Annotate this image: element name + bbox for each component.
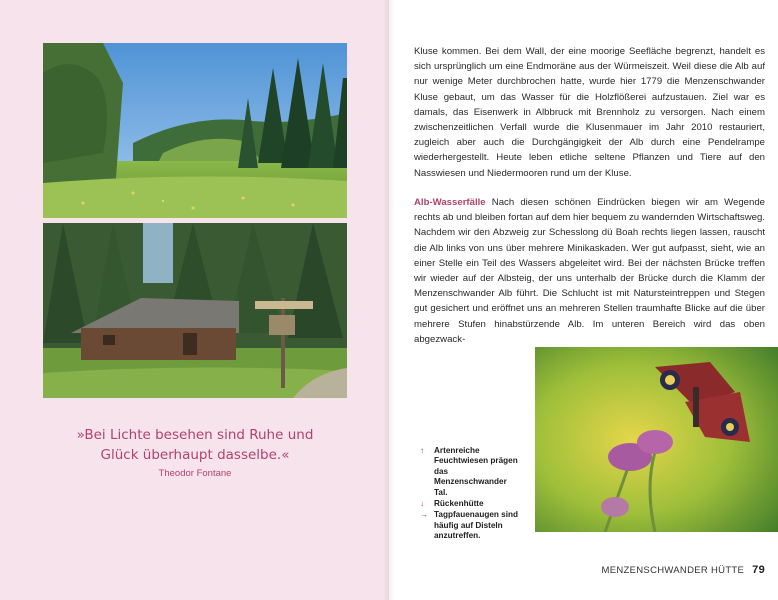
- quote: »Bei Lichte besehen sind Ruhe und Glück überhaupt dasselbe.«: [76, 427, 314, 463]
- meadow-photo: [43, 43, 347, 218]
- caption-text: Rückenhütte: [434, 499, 484, 509]
- body-paragraph-2: [414, 195, 765, 347]
- arrow-down-icon: ↓: [420, 499, 425, 509]
- butterfly-photo: [535, 347, 778, 532]
- caption-text: Tagpfauenaugen sind häufig auf Disteln anzutreffen.: [434, 510, 519, 541]
- caption-item: [420, 446, 520, 498]
- arrow-up-icon: ↑: [420, 446, 425, 455]
- paragraph-container: [414, 195, 765, 347]
- caption-text: Artenreiche Feuchtwiesen prägen das Menzenschwander Tal.: [434, 446, 518, 497]
- page-footer: [560, 564, 765, 576]
- paragraph-text: Nach diesen schönen Eindrücken biegen wir am Wegende rechts ab und bleiben fortan auf dem hier bequem zu wandernden Wirtschaftsweg. Nachdem wir den Abzweig zur Schesslong dü Boah rechts liegen lassen, rauscht die Alb links von uns über mehrere Minikaskaden. Wer gut aufpasst, sieht, wie an einer Stelle ein Teil des Wassers abgeleitet wird. Bei der nächsten Brücke treffen wir wieder auf der Albsteig, der uns unterhalb der Brücke durch die Klamm der Menzenschwander Alb führt. Die Schlucht ist mit Natursteintreppen und Stegen gut gesichert und eröffnet uns an mehreren Stellen traumhafte Blicke auf die über mehrere Stufen hinabstürzende Alb. Im unteren Bereich wird das oben abgezwack-: [414, 197, 765, 345]
- hut-photo: [43, 223, 347, 398]
- quote-author: Theodor Fontane: [158, 468, 232, 479]
- page-number: 79: [752, 564, 765, 576]
- paragraph-text: Kluse kommen. Bei dem Wall, der eine moorige Seefläche begrenzt, handelt es sich ursprünglich um eine Endmoräne aus der Würmeiszeit. Weil diese die Alb auf nur wenige Meter durchbrochen hatte, wurde hier 1779 die Menzenschwander Kluse gebaut, um das Wasser für die Holzflößerei aufzustauen. Ziel war es damals, das Eisenwerk in Albbruck mit Brennholz zu versorgen. Nach einem zwischenzeitlichen Verfall wurde die Klusenmauer im Jahr 2010 restauriert, zugleich aber auch die Durchgängigkeit der Alb durch eine Pendelrampe wiederhergestellt. Heute leben etliche seltene Pflanzen und Tiere auf den Nasswiesen und Niedermooren rund um der Kluse.: [414, 46, 765, 179]
- footer-title: MENZENSCHWANDER HÜTTE: [601, 565, 745, 576]
- arrow-right-icon: →: [420, 510, 429, 520]
- section-heading: Alb-Wasserfälle: [414, 197, 486, 208]
- body-paragraph-1: [414, 44, 765, 181]
- photo-captions: [420, 446, 520, 543]
- caption-item: [420, 510, 520, 541]
- book-gutter: [383, 0, 395, 600]
- caption-item: [420, 499, 520, 509]
